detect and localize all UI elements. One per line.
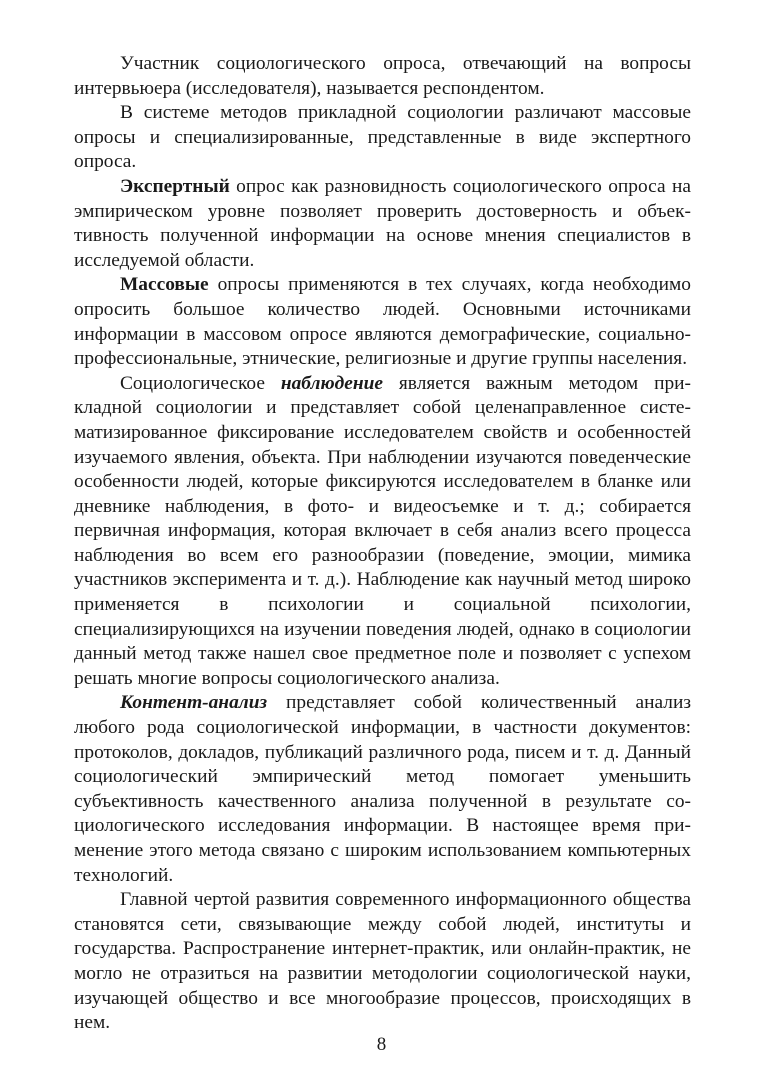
paragraph-text: представляет собой количественный анализ любого рода социологической информации, в частности документов: протоколов, докладов, публикаций различного рода, писем и т. д. Данный социологический эмпирический метод помогает уменьшить субъективность качественного анализа полученной в результате социологического исследования информации. В настоящее время применение этого метода связано с широким использованием компьютерных технологий. (74, 692, 691, 886)
paragraph-methods (74, 101, 691, 175)
paragraph-text: является важным методом прикладной социологии и представляет собой целенаправленное систематизированное фиксирование исследователем свойств и особенностей изучаемого явления, объекта. При наблюдении изучаются поведенческие особенности людей, которые фиксируются исследователем в бланке или дневнике наблюдения, в фото- и видеосъемке и т. д.; собирается первичная информация, которая включает в себя анализ всего процесса наблюдения во всем его разнообразии (поведение, эмоции, мимика участников эксперимента и т. д.). Наблюдение как научный метод широко применяется в психологии и социальной психологии, специализирующихся на изучении поведения людей, однако в социологии данный метод также нашел свое предметное поле и позволяет с успехом решать многие вопросы социологического анализа. (74, 372, 692, 689)
document-page (74, 52, 691, 1036)
term-mass: Массовые (120, 274, 209, 296)
paragraph-text: Главной чертой развития современного информационного общества становятся сети, связывающие между собой людей, институты и государства. Распространение интернет-практик, или онлайн-практик, не могло не отразиться на развитии методологии социологической науки, изучающей общество и все многообразие процессов, происходящих в нем. (74, 889, 691, 1034)
term-observation: наблюдение (280, 372, 383, 394)
page-number: 8 (376, 1034, 387, 1055)
paragraph-text: опрос как разновидность социологического опроса на эмпирическом уровне позволяет проверить достоверность и объективность полученной информации на основе мнения специалистов в исследуемой области. (74, 175, 691, 271)
paragraph-observation (74, 372, 691, 692)
term-content-analysis: Контент-анализ (120, 692, 268, 714)
term-expert: Экспертный (120, 175, 230, 197)
paragraph-respondent (74, 52, 691, 101)
paragraph-text: В системе методов прикладной социологии различают массовые опросы и специализированные, представленные в виде экспертного опроса. (74, 102, 691, 173)
paragraph-expert-survey (74, 175, 691, 273)
paragraph-mass-survey (74, 273, 691, 371)
paragraph-networks (74, 888, 691, 1036)
paragraph-content-analysis (74, 691, 691, 888)
paragraph-text: опросы применяются в тех случаях, когда необходимо опросить большое количество людей. Основными источниками информации в массовом опросе являются демографические, социально-профессиональные, этнические, религиозные и другие группы населения. (74, 274, 691, 370)
paragraph-text-lead: Социологическое (120, 372, 281, 394)
paragraph-text: Участник социологического опроса, отвечающий на вопросы интервьюера (исследователя), называется респондентом. (74, 53, 691, 99)
